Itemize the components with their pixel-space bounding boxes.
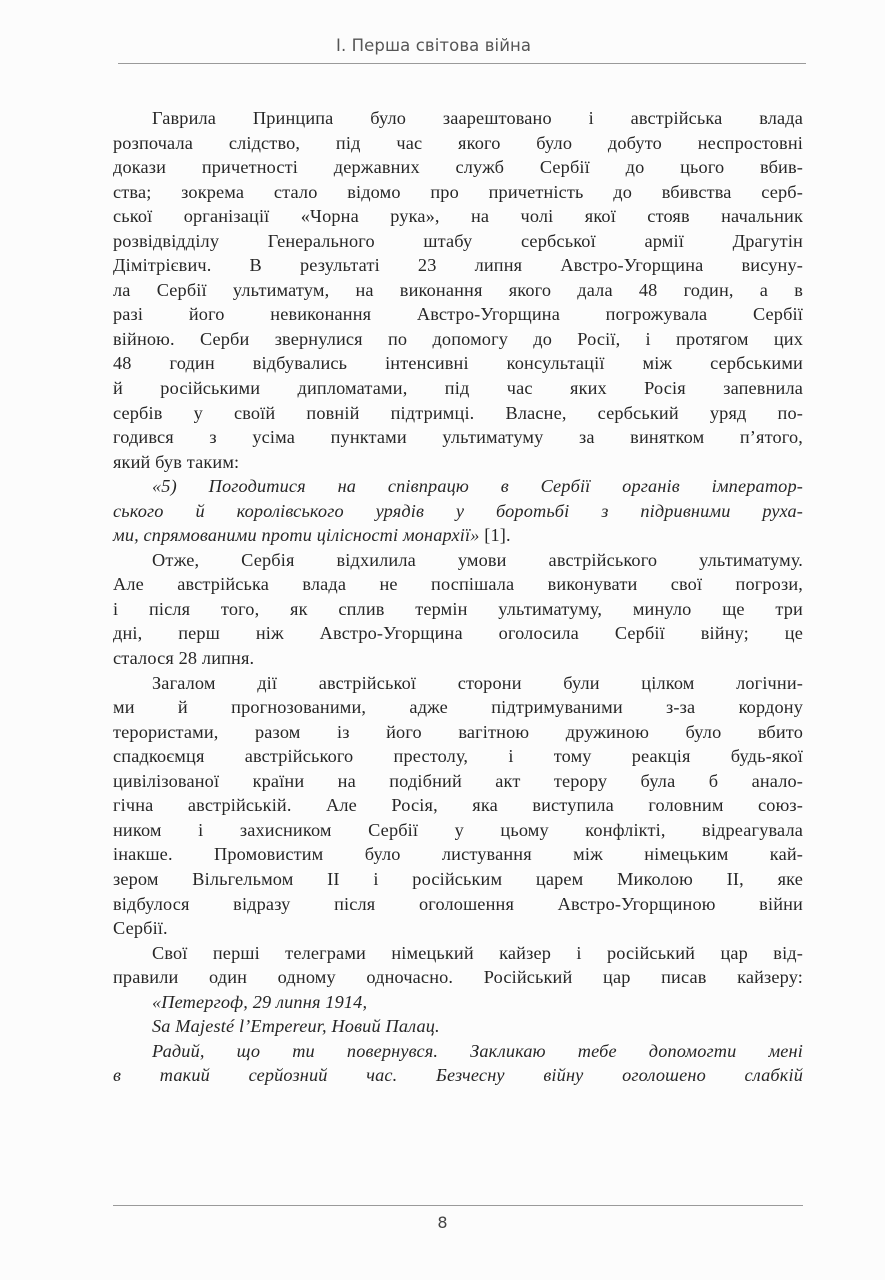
text-line [113, 572, 803, 597]
text-line-content: ми й прогнозованими, адже підтримуваними з-за кордону [113, 697, 803, 718]
text-line [113, 106, 803, 131]
text-line [113, 131, 803, 156]
text-line-content: ської організації «Чорна рука», на чолі якої стояв начальник [113, 206, 803, 227]
text-line-content: Сербії. [113, 918, 168, 939]
text-line-content: розпочала слідство, під час якого було добуто неспростовні [113, 132, 803, 153]
text-line [113, 1039, 803, 1064]
text-line-content: дні, перш ніж Австро-Угорщина оголосила Сербії війну; це [113, 623, 803, 644]
text-line-content: ства; зокрема стало відомо про причетність до вбивства серб- [113, 181, 803, 202]
text-line-content: годився з усіма пунктами ультиматуму за винятком п’ятого, [113, 427, 803, 448]
text-line [113, 302, 803, 327]
text-line-content: Гаврила Принципа було заарештовано і австрійська влада [152, 108, 803, 128]
text-line [113, 229, 803, 254]
text-line [113, 990, 803, 1015]
text-line-content: відбулося відразу після оголошення Австро-Угорщиною війни [113, 893, 803, 914]
text-line [113, 769, 803, 794]
text-line-content: війною. Серби звернулися по допомогу до Росії, і протягом цих [113, 328, 803, 349]
page-number: 8 [437, 1213, 448, 1232]
text-line [113, 720, 803, 745]
text-line-content: правили один одному одночасно. Російський цар писав кайзеру: [113, 967, 803, 988]
text-line-content: 48 годин відбувались інтенсивні консультації між сербськими [113, 353, 803, 374]
text-line [113, 351, 803, 376]
text-line-content: інакше. Промовистим було листування між німецьким кай- [113, 844, 803, 865]
text-line [113, 278, 803, 303]
text-line [113, 425, 803, 450]
text-line [113, 523, 803, 548]
text-line [113, 253, 803, 278]
text-line-content: розвідвідділу Генерального штабу сербської армії Драгутін [113, 230, 803, 251]
text-line-content: ського й королівського урядів у боротьбі з підривними руха- [113, 500, 803, 521]
text-line-content: в такий серйозний час. Безчесну війну оголошено слабкій [113, 1065, 803, 1086]
header-rule [118, 63, 806, 64]
text-line-content: зером Вільгельмом II і російським царем Миколою II, яке [113, 868, 803, 889]
text-line-content: ником і захисником Сербії у цьому конфлікті, відреагувала [113, 819, 803, 840]
footer-rule [113, 1205, 803, 1206]
text-line-content: Sa Majesté l’Empereur, Новий Палац. [152, 1016, 440, 1037]
text-line-content: який був таким: [113, 451, 240, 472]
text-line [113, 646, 803, 671]
text-line [113, 155, 803, 180]
text-line [113, 548, 803, 573]
text-line [113, 401, 803, 426]
text-line-content: Отже, Сербія відхилила умови австрійського ультиматуму. [152, 549, 803, 570]
text-line-content: сталося 28 липня. [113, 648, 255, 669]
citation-reference: [1]. [479, 525, 511, 546]
text-line-content: гічна австрійській. Але Росія, яка виступила головним союз- [113, 795, 803, 816]
text-line-content: терористами, разом із його вагітною дружиною було вбито [113, 721, 803, 742]
text-line-content: цивілізованої країни на подібний акт терору була б анало- [113, 770, 803, 791]
text-line [113, 818, 803, 843]
text-line-content: разі його невиконання Австро-Угорщина погрожувала Сербії [113, 304, 803, 325]
text-line-content: і після того, як сплив термін ультиматуму, минуло ще три [113, 598, 803, 619]
text-line [113, 1014, 803, 1039]
text-line [113, 499, 803, 524]
text-line-content: ми, спрямованими проти цілісності монархії» [113, 525, 480, 546]
text-line-content: «Петергоф, 29 липня 1914, [152, 991, 368, 1012]
text-line-content: Але австрійська влада не поспішала виконувати свої погрози, [113, 574, 803, 595]
text-line [113, 793, 803, 818]
text-line [113, 842, 803, 867]
text-line [113, 621, 803, 646]
text-line-content: й російськими дипломатами, під час яких Росія запевнила [113, 378, 803, 399]
text-line [113, 204, 803, 229]
text-line [113, 941, 803, 966]
text-line [113, 180, 803, 205]
running-head-title: I. Перша світова війна [336, 36, 532, 55]
text-line-content: сербів у своїй повній підтримці. Власне, сербський уряд по- [113, 402, 803, 423]
text-line-content: Радий, що ти повернувся. Закликаю тебе допомогти мені [152, 1040, 803, 1061]
text-line-content: Загалом дії австрійської сторони були цілком логічни- [152, 672, 803, 693]
text-line [113, 597, 803, 622]
text-line-content: «5) Погодитися на співпрацю в Сербії органів імператор- [152, 476, 803, 497]
text-line-content: докази причетності державних служб Сербії до цього вбив- [113, 157, 803, 178]
text-line [113, 450, 803, 475]
text-line [113, 671, 803, 696]
text-line [113, 1063, 803, 1088]
text-line [113, 867, 803, 892]
text-line [113, 327, 803, 352]
text-line [113, 376, 803, 401]
body-text [113, 106, 803, 1088]
text-line-content: Свої перші телеграми німецький кайзер і російський цар від- [152, 942, 803, 963]
text-line [113, 695, 803, 720]
text-line [113, 916, 803, 941]
text-line-content: Дімітрієвич. В результаті 23 липня Австро-Угорщина висуну- [113, 255, 803, 276]
text-line [113, 474, 803, 499]
text-line-content: ла Сербії ультиматум, на виконання якого дала 48 годин, а в [113, 279, 803, 300]
text-line [113, 892, 803, 917]
text-line-content: спадкоємця австрійського престолу, і тому реакція будь-якої [113, 746, 803, 767]
text-line [113, 965, 803, 990]
text-line [113, 744, 803, 769]
